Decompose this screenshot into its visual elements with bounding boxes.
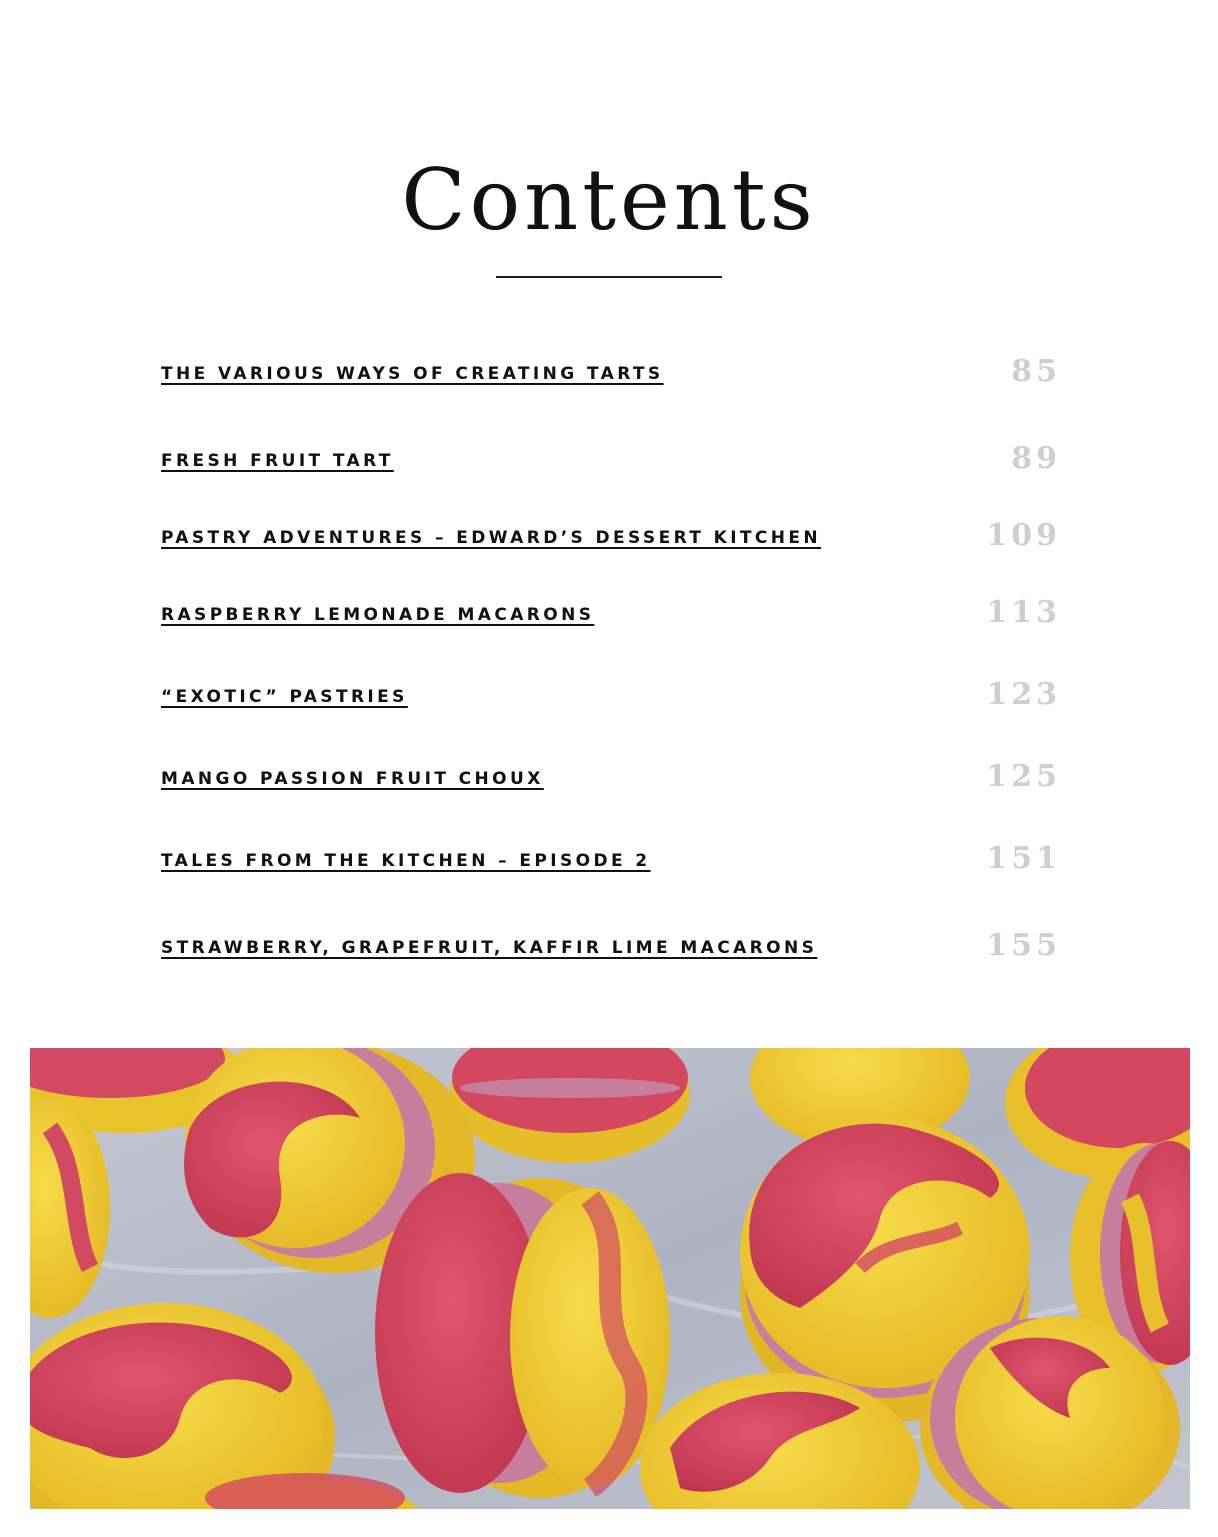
toc-entry[interactable]: [161, 759, 1061, 807]
toc-entry-page: 123: [986, 677, 1061, 712]
toc-entry-page: 125: [986, 759, 1061, 794]
toc-entry-page: 151: [986, 841, 1061, 876]
toc-entry-page: 89: [1011, 441, 1061, 476]
toc-entry[interactable]: [161, 518, 1061, 566]
toc-entry-title[interactable]: “EXOTIC” PASTRIES: [161, 687, 408, 707]
toc-entry-title[interactable]: TALES FROM THE KITCHEN – EPISODE 2: [161, 851, 651, 871]
page-title: Contents: [401, 151, 817, 249]
toc-entry-title[interactable]: FRESH FRUIT TART: [161, 451, 394, 471]
toc-entry[interactable]: [161, 441, 1061, 489]
toc-entry-title[interactable]: STRAWBERRY, GRAPEFRUIT, KAFFIR LIME MACARONS: [161, 938, 818, 958]
toc-entry-title[interactable]: RASPBERRY LEMONADE MACARONS: [161, 605, 595, 625]
toc-entry-title[interactable]: THE VARIOUS WAYS OF CREATING TARTS: [161, 364, 664, 384]
toc-entry-title[interactable]: MANGO PASSION FRUIT CHOUX: [161, 769, 544, 789]
toc-entry[interactable]: [161, 677, 1061, 725]
toc-entry-page: 113: [986, 595, 1061, 630]
macarons-photo: [30, 1048, 1190, 1509]
toc-entry[interactable]: [161, 841, 1061, 889]
toc-entry-page: 109: [986, 518, 1061, 553]
toc-entry-page: 85: [1011, 354, 1061, 389]
toc-entry[interactable]: [161, 595, 1061, 643]
toc-entry-page: 155: [986, 928, 1061, 963]
toc-entry[interactable]: [161, 354, 1061, 402]
toc-entry[interactable]: [161, 928, 1061, 976]
toc-entry-title[interactable]: PASTRY ADVENTURES – EDWARD’S DESSERT KITCHEN: [161, 528, 822, 548]
